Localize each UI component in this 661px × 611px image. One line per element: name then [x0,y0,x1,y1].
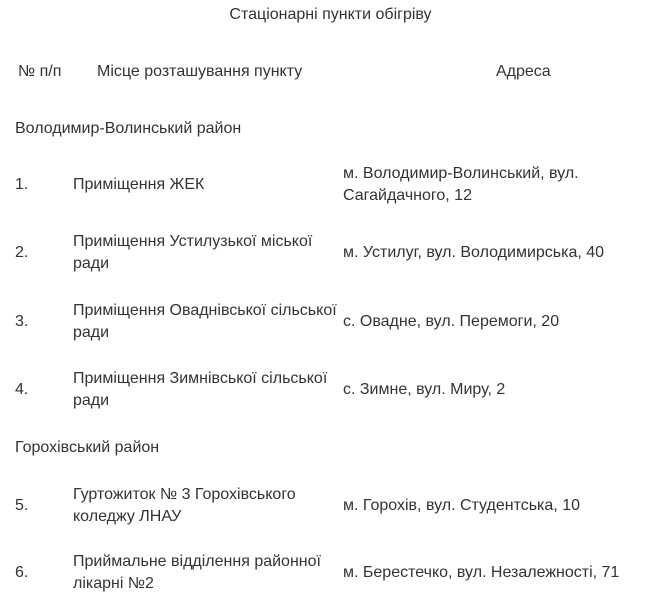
row-address: м. Володимир-Волинський, вул. Сагайдачного, 12 [343,165,579,204]
row-address: м. Берестечко, вул. Незалежності, 71 [343,564,620,581]
table-row [0,548,661,598]
row-place: Приміщення Устилузької міської ради [73,233,313,272]
row-address: с. Зимне, вул. Миру, 2 [343,381,506,398]
row-place: Гуртожиток № 3 Горохівського коледжу ЛНАУ [73,486,296,525]
row-place: Приміщення Зимнівської сільської ради [73,370,328,409]
page-title: Стаціонарні пункти обігріву [229,6,432,23]
row-address: с. Овадне, вул. Перемоги, 20 [343,313,560,330]
row-number: 5. [15,497,29,514]
row-number: 1. [15,176,29,193]
header-number: № п/п [18,63,62,80]
table-row [0,365,661,415]
section-heading: Володимир-Волинський район [15,120,242,137]
row-number: 4. [15,381,29,398]
table-row [0,297,661,347]
table-header [0,62,661,82]
row-place: Приміщення ЖЕК [73,176,205,193]
row-place: Приймальне відділення районної лікарні №2 [73,553,321,592]
row-place: Приміщення Оваднівської сільської ради [73,302,337,341]
row-number: 6. [15,564,29,581]
table-row [0,481,661,531]
table-row [0,160,661,210]
table-row [0,228,661,278]
row-address: м. Горохів, вул. Студентська, 10 [343,497,580,514]
row-address: м. Устилуг, вул. Володимирська, 40 [343,244,605,261]
row-number: 3. [15,313,29,330]
section-heading: Горохівський район [15,439,160,456]
header-place: Місце розташування пункту [97,63,303,80]
header-address: Адреса [496,63,551,80]
row-number: 2. [15,244,29,261]
